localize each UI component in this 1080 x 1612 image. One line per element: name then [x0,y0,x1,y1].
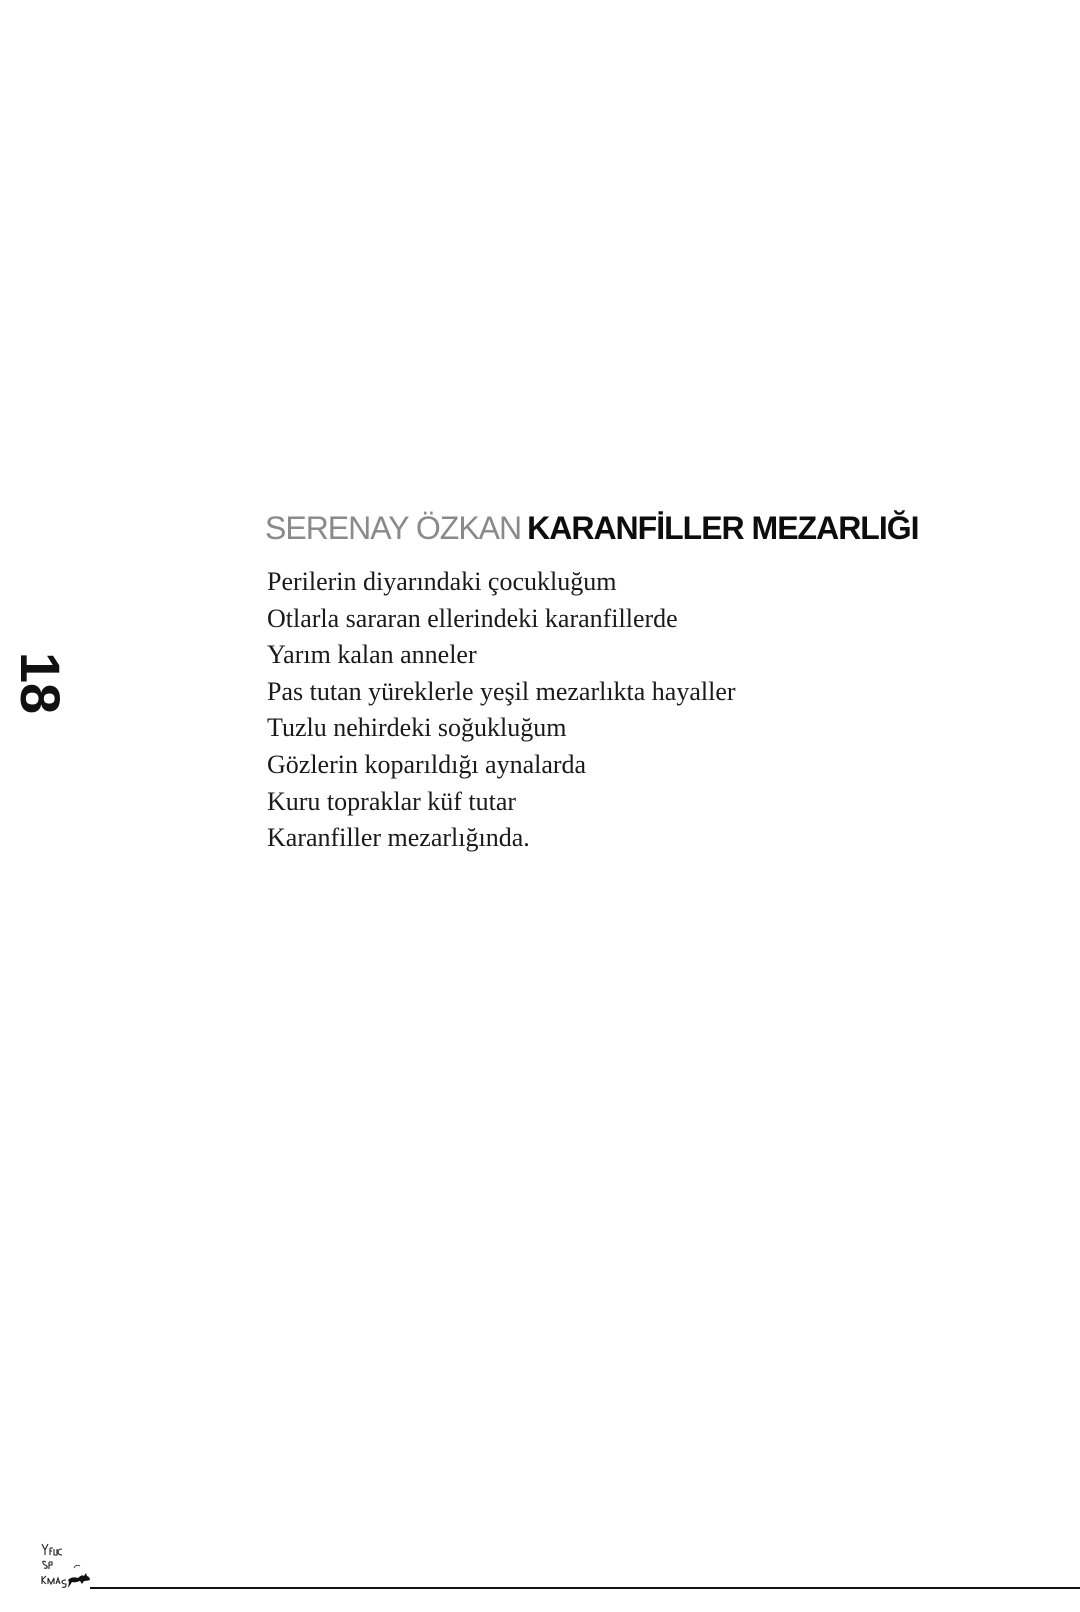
poem-line: Pas tutan yüreklerle yeşil mezarlıkta hayaller [267,676,736,706]
poem-line: Perilerin diyarındaki çocukluğum [267,567,617,596]
poem-line: Yarım kalan anneler [267,640,477,670]
author-name: SERENAY ÖZKAN [265,510,522,546]
magazine-logo-icon [38,1540,96,1592]
poem-body [267,564,736,857]
poem-line: Karanfiller mezarlığında. [267,823,530,853]
poem-line: Tuzlu nehirdeki soğukluğum [267,713,567,743]
poem-line: Otlarla sararan ellerindeki karanfillerde [267,603,678,633]
poem-line: Gözlerin koparıldığı aynalarda [267,749,587,779]
page-number: 18 [9,651,72,715]
footer-rule [90,1587,1080,1589]
poem-heading [265,512,919,544]
poem-title: KARANFİLLER MEZARLIĞI [527,510,919,546]
poem-line: Kuru topraklar küf tutar [267,786,517,816]
